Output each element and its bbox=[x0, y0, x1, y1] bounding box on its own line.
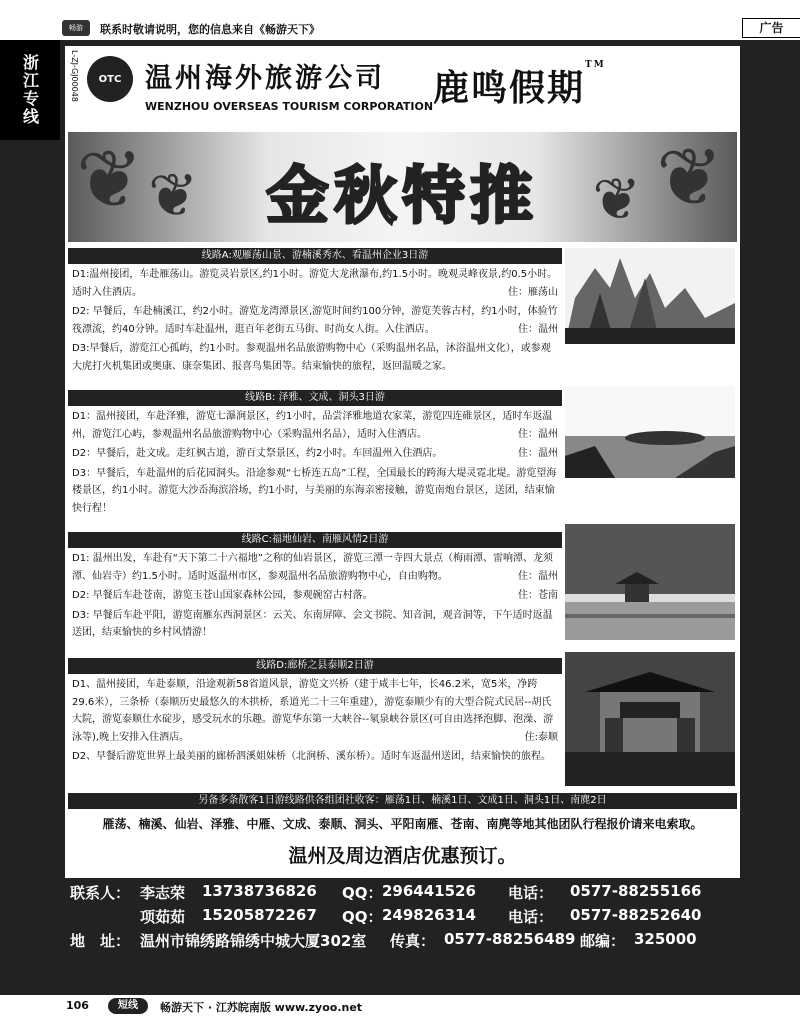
itinerary-day: D3：早餐后，车赴温州的后花园洞头。沿途参观“七桥连五岛”工程，全国最长的跨海大堤灵霓北堤。游览望海楼景区，约1小时。游览大沙岙海滨浴场，约1小时，与美丽的东海亲密接触，游览南炮台景区，送团，结束愉快行程！ bbox=[72, 467, 557, 514]
fax-number: 0577-88256489 bbox=[444, 930, 576, 948]
zip-code: 325000 bbox=[634, 930, 697, 948]
mobile-number: 15205872267 bbox=[202, 906, 317, 924]
mountain-image bbox=[565, 248, 735, 344]
covered-bridge-image bbox=[565, 652, 735, 786]
phone-label: 电话： bbox=[508, 884, 554, 902]
phone-number: 0577-88252640 bbox=[570, 906, 702, 924]
sea-image bbox=[565, 386, 735, 478]
company-name-cn: 温州海外旅游公司 bbox=[145, 63, 385, 94]
ad-label: 广告 bbox=[742, 18, 800, 38]
contact-block bbox=[60, 882, 800, 954]
contact-row bbox=[60, 906, 800, 930]
contact-name: 李志荣 bbox=[140, 884, 186, 902]
zip-label: 邮编： bbox=[580, 932, 626, 950]
group-tour-note: 雁荡、楠溪、仙岩、泽雅、中雁、文成、泰顺、洞头、平阳南雁、苍南、南麂等地其他团队行程报价请来电索取。 bbox=[102, 817, 703, 831]
qq-label: QQ： bbox=[342, 884, 383, 902]
source-notice: 联系时敬请说明，您的信息来自《畅游天下》 bbox=[100, 23, 320, 36]
banner-title: 金秋特推 bbox=[266, 159, 539, 232]
contact-row bbox=[60, 882, 800, 906]
brand-logo bbox=[433, 60, 606, 111]
magazine-logo: 畅游 bbox=[62, 20, 90, 36]
hotel-note: 温州及周边酒店优惠预订。 bbox=[288, 845, 517, 867]
route-title: 线路A:观雁荡山景、游楠溪秀水、看温州企业3日游 bbox=[68, 248, 562, 264]
trademark: TM bbox=[585, 60, 606, 70]
photo-mountains bbox=[565, 248, 735, 344]
fax-label: 传真： bbox=[390, 932, 436, 950]
stay-location: 住：温州 bbox=[518, 570, 558, 582]
itinerary-day: D3: 早餐后车赴平阳，游览南雁东西洞景区：云关、东南屏障、会文书院、知音洞，观音洞等，下午适时返温送团，结束愉快的乡村风情游！ bbox=[72, 609, 553, 638]
day-tour-note: 另备多条散客1日游线路供各组团社收客：雁荡1日、楠溪1日、文成1日、洞头1日、南麂2日 bbox=[68, 793, 737, 809]
route-title: 线路C:福地仙岩、南雁风情2日游 bbox=[68, 532, 562, 548]
route-c bbox=[68, 532, 562, 642]
company-logo: OTC bbox=[87, 56, 133, 102]
page-footer bbox=[0, 995, 800, 1022]
qq-number: 249826314 bbox=[382, 906, 476, 924]
phone-label: 电话： bbox=[508, 908, 554, 926]
section-tag: 短线 bbox=[108, 998, 148, 1014]
stay-location: 住：温州 bbox=[518, 323, 558, 335]
address: 温州市锦绣路锦绣中城大厦302室 bbox=[140, 932, 367, 950]
itinerary-day: D2：早餐后，赴文成。走红枫古道，游百丈祭景区，约2小时。车回温州入住酒店。 住：温州 bbox=[68, 443, 562, 463]
itinerary-day: D1: 温州出发，车赴有“天下第二十六福地”之称的仙岩景区，游览三潭一寺四大景点（梅雨潭、雷响潭、龙须潭、仙岩寺）约1.5小时。适时返温州市区，参观温州名品旅游购物中心，自由购物。 住：温州 bbox=[68, 548, 562, 585]
route-b bbox=[68, 390, 562, 517]
phone-number: 0577-88255166 bbox=[570, 882, 702, 900]
stay-location: 住：温州 bbox=[518, 448, 558, 459]
contact-label: 联系人： bbox=[70, 884, 131, 902]
route-d bbox=[68, 658, 562, 766]
magazine-info: 畅游天下 · 江苏皖南版 www.zyoo.net bbox=[160, 1001, 363, 1014]
contact-name: 项茹茹 bbox=[140, 908, 186, 926]
forest-image bbox=[565, 524, 735, 640]
maple-leaf-icon: ❦ bbox=[655, 132, 723, 224]
itinerary-day: D2、早餐后游览世界上最美丽的廊桥泗溪姐妹桥（北涧桥、溪东桥）。适时车返温州送团，结束愉快的旅程。 bbox=[72, 751, 552, 762]
address-label: 地 址： bbox=[70, 932, 131, 950]
page-number: 106 bbox=[66, 999, 89, 1012]
stay-location: 住：雁荡山 bbox=[508, 286, 558, 298]
route-title: 线路B: 泽雅、文成、洞头3日游 bbox=[68, 390, 562, 406]
section-label: 浙江专线 bbox=[0, 40, 60, 140]
stay-location: 住:泰顺 bbox=[524, 731, 558, 743]
qq-number: 296441526 bbox=[382, 882, 476, 900]
maple-leaf-icon: ❦ bbox=[148, 161, 199, 231]
itinerary-day: D1:温州接团，车赴雁荡山。游览灵岩景区,约1小时。游览大龙湫瀑布,约1.5小时。晚观灵峰夜景,约0.5小时。适时入住酒店。 住：雁荡山 bbox=[68, 264, 562, 301]
maple-leaf-icon: ❦ bbox=[76, 133, 144, 226]
brand-name: 鹿鸣假期 bbox=[433, 67, 586, 109]
address-row bbox=[60, 930, 800, 954]
photo-covered-bridge bbox=[565, 652, 735, 786]
route-a bbox=[68, 248, 562, 375]
stay-location: 住：温州 bbox=[518, 428, 558, 440]
stay-location: 住：苍南 bbox=[518, 590, 558, 601]
license-number: L-ZJ-GJ00048 bbox=[70, 50, 79, 102]
company-name-en: WENZHOU OVERSEAS TOURISM CORPORATION bbox=[145, 100, 434, 113]
ad-sheet bbox=[65, 46, 740, 878]
route-title: 线路D:廊桥之县泰顺2日游 bbox=[68, 658, 562, 674]
top-bar bbox=[0, 18, 800, 40]
itinerary-day: D2: 早餐后车赴苍南，游览玉苍山国家森林公园，参观碗窑古村落。 住：苍南 bbox=[68, 585, 562, 605]
photo-sea bbox=[565, 386, 735, 478]
itinerary-day: D1、温州接团，车赴泰顺，沿途观新58省道风景，游览文兴桥（建于咸丰七年，长46.2米，宽5米，净跨29.6米），三条桥（泰顺历史最悠久的木拱桥，系道光二十三年重建），游览泰顺少有的大型合院式民居--胡氏大院，游览泰顺仕水碇步，感受玩水的乐趣。游览华东第一大峡谷--氡泉峡谷景区(可自由选择泡脚、泡澡、游泳等),晚上安排入住酒店。 住:泰顺 bbox=[68, 674, 562, 746]
qq-label: QQ： bbox=[342, 908, 383, 926]
photo-forest bbox=[565, 524, 735, 640]
banner bbox=[68, 132, 737, 242]
mobile-number: 13738736826 bbox=[202, 882, 317, 900]
itinerary-day: D1：温州接团，车赴泽雅，游览七瀑涧景区，约1小时，品尝泽雅地道农家菜，游览四连碓景区，适时车返温州，游览江心屿，参观温州名品旅游购物中心（采购温州名品），适时入住酒店。 住：温州 bbox=[68, 406, 562, 443]
itinerary-day: D2: 早餐后，车赴楠溪江，约2小时。游览龙湾潭景区,游览时间约100分钟，游览芙蓉古村，约1小时，体验竹筏漂流，约40分钟。适时车赴温州，逛百年老街五马街、时尚女人街。入住酒店。 住：温州 bbox=[68, 301, 562, 338]
maple-leaf-icon: ❦ bbox=[592, 165, 641, 233]
itinerary-day: D3:早餐后，游览江心孤屿，约1小时。参观温州名品旅游购物中心（采购温州名品，沐浴温州文化），或参观大虎打火机集团或奥康、康奈集团、报喜鸟集团等。结束愉快的旅程，返回温暖之家。 bbox=[72, 343, 551, 372]
